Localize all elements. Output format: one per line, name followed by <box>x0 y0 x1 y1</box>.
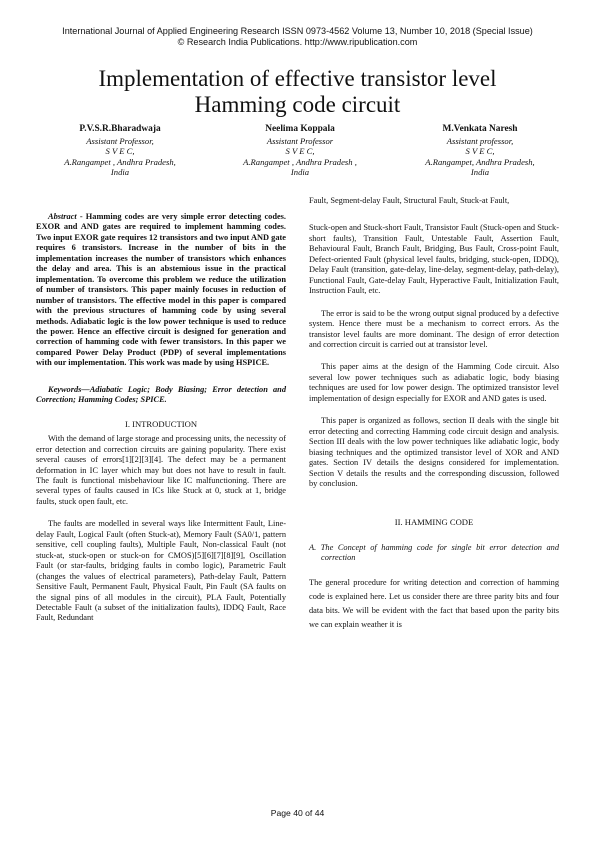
intro-paragraph-2: The faults are modelled in several ways like Intermittent Fault, Line-delay Fault, Logical Fault (often Stuck-at), Memory Fault (SA0/1, pattern sensitive, cell coupling faults), Multiple Fault, Non-classical Fault (not stuck-at, stuck-open or stuck-on for CMOS)[5][6][7][8][9], Oscillation Fault (or star-faults, bridging faults in combo logic), Parametric Fault (changes the values of electrical parameters), Path-delay Fault, Pattern Sensitive Fault, Permanent Fault, Physical Fault, Pin Fault (SA faults on the signal pins of all modules in the circuit), PLA Fault, Potentially Detectable Fault (a subset of the initialization faults), IDDQ Fault, Race Fault, Redundant <box>36 519 286 623</box>
author-place: A.Rangampet, Andhra Pradesh, <box>425 156 535 167</box>
right-paragraph-1: Stuck-open and Stuck-short Fault, Transistor Fault (Stuck-open and Stuck-short faults), Transition Fault, Untestable Fault, Assertion Fault, Behavioural Fault, Branch Fault, Bridging, Bus Fault, Cross-point Fault, Defect-oriented Fault (physical level faults, bridging, stuck-open, IDDQ), Delay Fault (transition, gate-delay, line-delay, segment-delay, path-delay), Functional Fault, Gate-delay Fault, Hyperactive Fault, Initialization Fault, Instruction Fault, etc. <box>309 223 559 296</box>
left-column <box>36 196 286 624</box>
right-column <box>309 196 559 632</box>
journal-header-line2: © Research India Publications. http://www.ripublication.com <box>177 37 418 47</box>
right-paragraph-0: Fault, Segment-delay Fault, Structural Fault, Stuck-at Fault, <box>309 196 510 205</box>
paper-title-line2: Hamming code circuit <box>194 92 401 117</box>
abstract-lead: Abstract <box>48 212 77 221</box>
keywords <box>36 385 286 406</box>
author-country: India <box>290 167 310 177</box>
journal-header <box>0 26 595 48</box>
paper-title-line1: Implementation of effective transistor level <box>98 66 497 91</box>
author-name: Neelima Koppala <box>265 124 335 134</box>
right-paragraph-2: The error is said to be the wrong output signal produced by a defective system. Hence there must be a mechanism to correct errors. As the transistor level faults are more dominant. The design of error detection and correction circuit is carried out at transistor level. <box>309 308 559 349</box>
section-heading-hamming-code: II. HAMMING CODE <box>394 517 474 528</box>
author-place: A.Rangampet , Andhra Pradesh, <box>64 156 176 167</box>
author-role: Assistant professor, <box>446 135 514 146</box>
author-role: Assistant Professor <box>266 135 334 146</box>
author-1 <box>30 124 210 178</box>
journal-header-line1: International Journal of Applied Engineering Research ISSN 0973-4562 Volume 13, Number 10, 2018 (Special Issue) <box>62 26 533 36</box>
author-country: India <box>110 167 130 177</box>
subsection-heading-a: A. The Concept of hamming code for single bit error detection and correction <box>309 542 559 563</box>
section-heading-introduction: I. INTRODUCTION <box>124 418 198 429</box>
right-paragraph-4: This paper is organized as follows, section II deals with the single bit error detecting and correcting Hamming code circuit design and analysis. Section III deals with the low power techniques like adiabatic logic, body biasing techniques and the optimized transistor level of XOR and AND gates. Section IV details the designs considered for implementation. Section V details the results and the corresponding discussion, followed by conclusion. <box>309 416 559 488</box>
author-role: Assistant Professor, <box>86 135 154 146</box>
author-2 <box>210 124 390 178</box>
author-3 <box>390 124 570 178</box>
author-dept: S V E C, <box>285 146 315 156</box>
right-paragraph-3: This paper aims at the design of the Hamming Code circuit. Also several low power techniques such as adiabatic logic, body biasing techniques are used for low power design. The optimized transistor level implementation of design especially for EXOR and AND gates is used. <box>309 362 559 403</box>
keywords-text: Adiabatic Logic; Body Biasing; Error detection and Correction; Hamming Codes; SPICE. <box>36 384 286 405</box>
abstract <box>36 212 286 369</box>
author-dept: S V E C, <box>105 146 135 156</box>
author-place: A.Rangampet , Andhra Pradesh , <box>243 156 357 167</box>
author-dept: S V E C, <box>465 146 495 156</box>
page-number: Page 40 of 44 <box>270 808 325 818</box>
author-country: India <box>470 167 490 177</box>
intro-paragraph-1: With the demand of large storage and processing units, the necessity of error detection and correction circuits are gaining popularity. There exist several causes of errors[1][2][3][4]. The defect may be a permanent deformation in IC layer which may but does not have to result in fault. The fault is functional misbehaviour like IC malfunctioning. There are several types of faults caused in ICs like Stuck at 0, stuck at 1, bridge faults, stuck open fault, etc. <box>36 434 286 506</box>
hamming-paragraph-1: The general procedure for writing detection and correction of hamming code is explained here. Let us consider there are three parity bits and four data bits. We will be evident with the fact that based upon the parity bits we can explain weather it is <box>309 577 559 629</box>
author-name: M.Venkata Naresh <box>442 124 518 134</box>
paper-title <box>40 66 555 118</box>
keywords-lead: Keywords— <box>48 384 90 394</box>
author-name: P.V.S.R.Bharadwaja <box>79 124 161 134</box>
author-block <box>30 124 570 178</box>
abstract-text: - Hamming codes are very simple error detecting codes. EXOR and AND gates are required to implement hamming codes. Two input EXOR gate requires 12 transistors and two input AND gate requires 6 transistors. Increase in the number of bits in the implementation increases the number of transistors which enhances the delay and area. This is an abstemious issue in the practical implementation. To overcome this problem we reduce the utilization of number of transistors. This paper mainly focuses in reduction of number of transistors. The effective model in this paper is compared with the previous structures of hamming code by using several methods. Adiabatic logic is the low power technique is used to reduce the power. Hence an effective circuit is designed for generation and correction of hamming code with fewer transistors. In this paper we compared Power Delay Product (PDP) of several implementations with our implementation. This work was made by using HSPICE. <box>36 212 286 368</box>
